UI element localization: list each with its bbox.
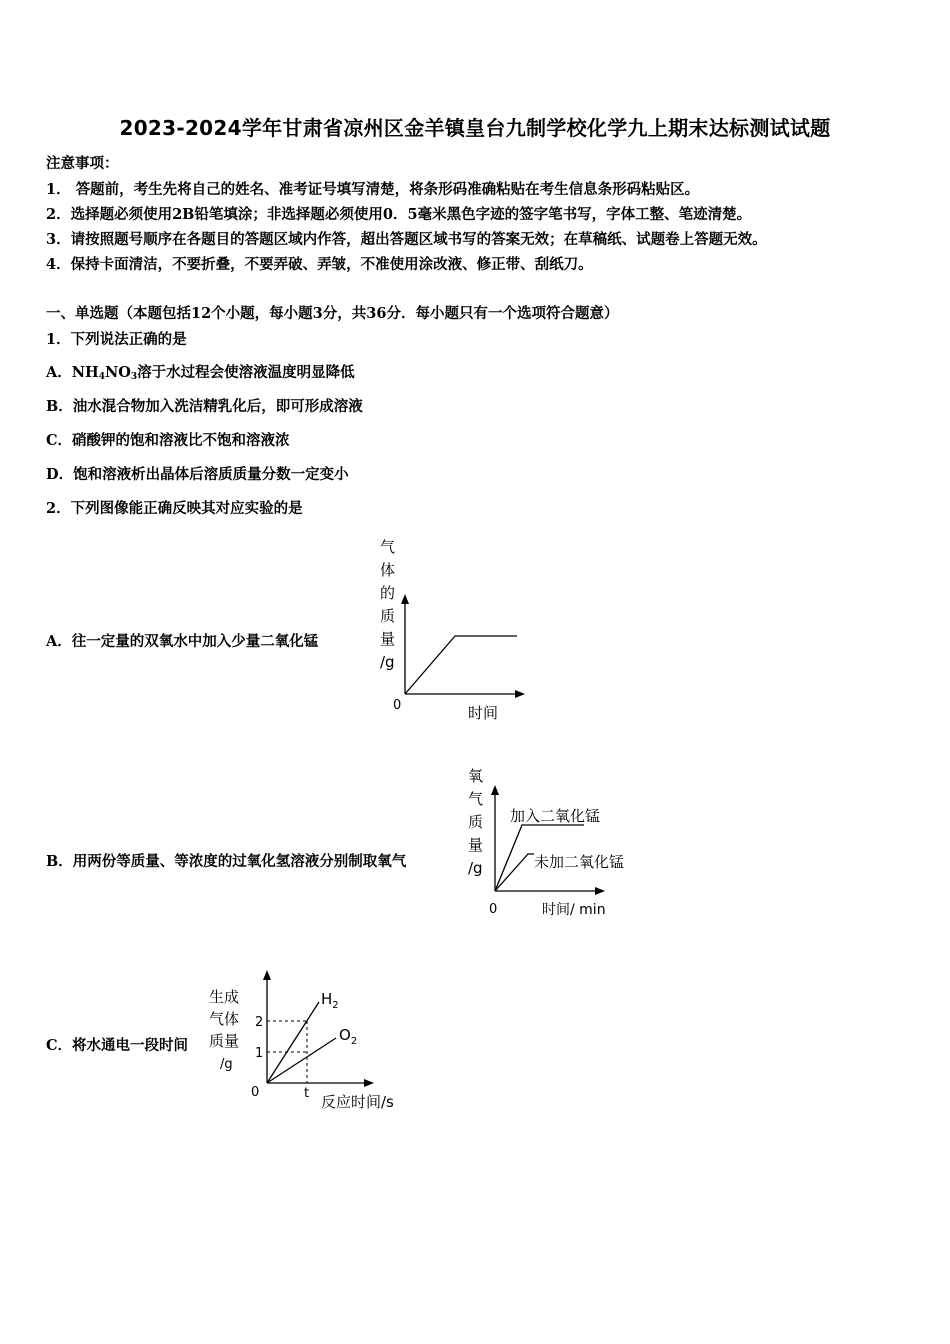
o2-line xyxy=(267,1038,336,1083)
origin-label: 0 xyxy=(393,698,402,713)
notice-item: 4．保持卡面清洁，不要折叠，不要弄破、弄皱，不准使用涂改液、修正带、刮纸刀。 xyxy=(46,256,593,273)
tick-label-1: 1 xyxy=(255,1046,264,1061)
y-axis-arrow xyxy=(491,785,499,795)
tick-label-2: 2 xyxy=(255,1015,264,1030)
notice-item: 3．请按照题号顺序在各题目的答题区域内作答，超出答题区域书写的答案无效；在草稿纸、试题卷上答题无效。 xyxy=(46,231,767,248)
q2-option-c: C．将水通电一段时间 xyxy=(46,1037,189,1054)
q1-option-d: D．饱和溶液析出晶体后溶质质量分数一定变小 xyxy=(46,466,349,483)
x-axis-arrow xyxy=(515,690,525,698)
data-line xyxy=(405,636,517,694)
ylabel-line: /g xyxy=(220,1057,233,1072)
q2-option-b: B．用两份等质量、等浓度的过氧化氢溶液分别制取氧气 xyxy=(46,853,407,870)
ylabel-char: /g xyxy=(380,653,395,671)
page-title: 2023-2024学年甘肃省凉州区金羊镇皇台九制学校化学九上期末达标测试试题 xyxy=(119,116,831,140)
h2-label: $H_2$ xyxy=(321,990,339,1011)
x-axis-label: 时间 xyxy=(468,704,499,722)
section-heading: 一、单选题（本题包括12个小题，每小题3分，共36分．每小题只有一个选项符合题意） xyxy=(46,305,619,322)
ylabel-line: 生成 xyxy=(209,988,240,1006)
ylabel-char: 气 xyxy=(468,790,484,808)
x-axis-arrow xyxy=(595,887,605,895)
o2-label: $O_2$ xyxy=(339,1026,358,1047)
x-axis-label: 时间/ min xyxy=(542,902,606,918)
ylabel-char: 量 xyxy=(380,630,396,648)
ylabel-char: 氧 xyxy=(468,767,484,785)
question-1-stem: 1．下列说法正确的是 xyxy=(46,331,187,348)
q1-option-c: C．硝酸钾的饱和溶液比不饱和溶液浓 xyxy=(46,432,290,449)
option-text: 溶于水过程会使溶液温度明显降低 xyxy=(137,364,355,381)
h2-line xyxy=(267,1002,319,1083)
graph-a xyxy=(370,532,540,727)
line1-label: 加入二氧化锰 xyxy=(510,807,601,825)
ylabel-line: 质量 xyxy=(209,1032,240,1050)
formula-part: NH xyxy=(71,364,99,381)
notice-item: 2．选择题必须使用2B铅笔填涂；非选择题必须使用0．5毫米黑色字迹的签字笔书写，字体工整、笔迹清楚。 xyxy=(46,206,752,223)
option-label: A． xyxy=(46,364,72,381)
ylabel-char: 气 xyxy=(380,538,396,556)
ylabel-char: 质 xyxy=(468,813,484,831)
ylabel-char: 体 xyxy=(380,561,396,579)
line2-label: 未加二氧化锰 xyxy=(534,853,625,871)
ylabel-char: /g xyxy=(468,859,483,877)
question-2-stem: 2．下列图像能正确反映其对应实验的是 xyxy=(46,500,303,517)
x-axis-arrow xyxy=(364,1079,374,1087)
no-catalyst-line xyxy=(495,854,534,891)
ylabel-char: 质 xyxy=(380,607,396,625)
origin-label: 0 xyxy=(489,902,498,917)
ylabel-char: 的 xyxy=(380,584,396,602)
q1-option-b: B．油水混合物加入洗洁精乳化后，即可形成溶液 xyxy=(46,398,363,415)
y-axis-arrow xyxy=(401,594,409,604)
notice-heading: 注意事项： xyxy=(46,155,119,172)
ylabel-line: 气体 xyxy=(209,1010,240,1028)
formula-subscript: 4 xyxy=(98,372,105,382)
ylabel-char: 量 xyxy=(468,836,484,854)
tick-label-t: t xyxy=(304,1086,310,1101)
x-axis-label: 反应时间/s xyxy=(321,1093,394,1111)
formula-subscript: 3 xyxy=(130,372,138,382)
notice-item: 1． 答题前，考生先将自己的姓名、准考证号填写清楚，将条形码准确粘贴在考生信息条形码粘贴区。 xyxy=(46,181,700,198)
graph-b xyxy=(462,763,652,923)
origin-label: 0 xyxy=(251,1085,260,1100)
q1-option-a xyxy=(46,361,355,382)
q2-option-a: A．往一定量的双氧水中加入少量二氧化锰 xyxy=(46,633,319,650)
graph-c xyxy=(205,962,410,1114)
formula-part: NO xyxy=(105,364,131,381)
y-axis-arrow xyxy=(263,970,271,980)
